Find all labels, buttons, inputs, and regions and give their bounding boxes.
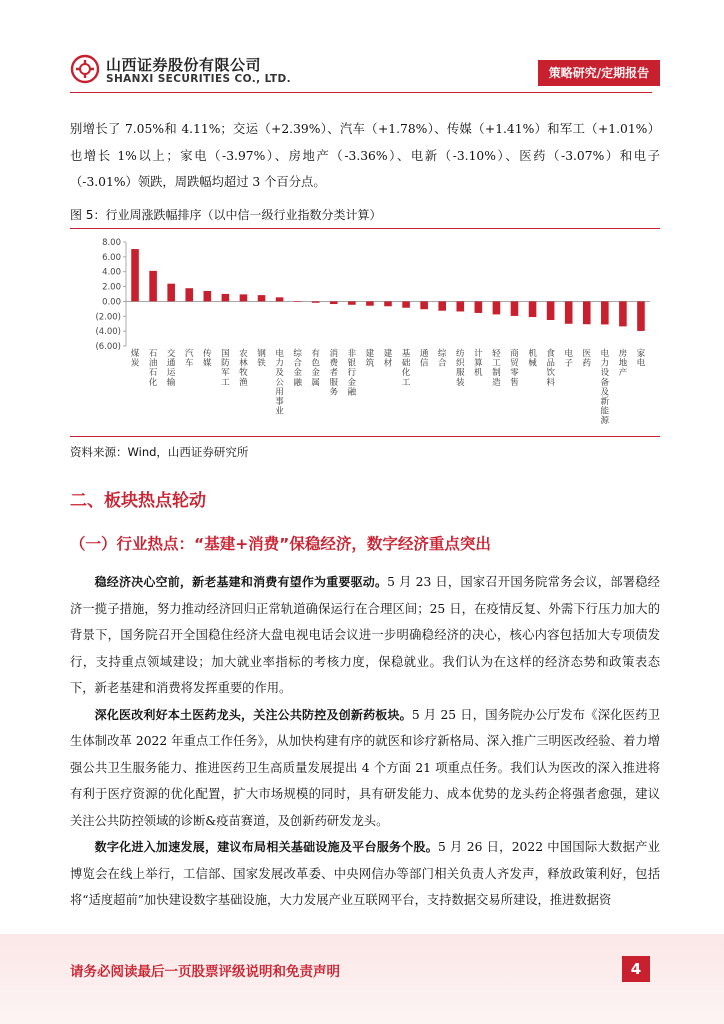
header-divider (70, 92, 652, 93)
bar-27 (601, 301, 609, 324)
paragraph-lead: 稳经济决心空前，新老基建和消费有望作为重要驱动。 (94, 575, 388, 589)
bar-13 (348, 301, 356, 304)
body-paragraphs (70, 569, 660, 914)
y-tick-label: 8.00 (102, 238, 121, 248)
bar-24 (547, 301, 555, 320)
bar-23 (529, 301, 537, 317)
bar-19 (456, 301, 464, 311)
paragraph-digital (70, 834, 660, 914)
category-label: 食品饮料 (546, 349, 555, 388)
bar-21 (493, 301, 501, 314)
category-label: 医药 (582, 349, 592, 369)
category-label: 消费者服务 (329, 349, 339, 398)
paragraph-body: 5 月 23 日，国家召开国务院常务会议，部署稳经济一揽子措施，努力推动经济回归正常轨道确保运行在合理区间；25 日，在疫情反复、外需下行压力加大的背景下，国务院召开全国稳住经济大盘电视电话会议进一步明确稳经济的决心，核心内容包括加大专项债发行，支持重点领域建设；加大就业率指标的考核力度，保稳就业。我们认为在这样的经济态势和政策表态下，新老基建和消费将发挥重要的作用。 (70, 575, 660, 695)
category-label: 建筑 (365, 349, 375, 369)
category-label: 石油石化 (148, 349, 158, 388)
category-label: 通信 (419, 349, 429, 369)
industry-weekly-change-chart (70, 236, 660, 434)
category-label: 交通运输 (166, 349, 176, 388)
bar-22 (511, 301, 519, 315)
intro-paragraph (70, 116, 660, 196)
category-label: 有色金属 (311, 349, 321, 388)
y-tick-label: 0.00 (102, 297, 121, 308)
category-label: 综合 (437, 349, 447, 369)
y-tick-label: 6.00 (102, 252, 121, 263)
page-header (0, 0, 724, 100)
category-label: 电力及公用事业 (275, 349, 284, 417)
category-label: 农林牧渔 (239, 349, 248, 388)
bar-12 (330, 301, 338, 304)
figure-source: 资料来源：Wind，山西证券研究所 (70, 445, 249, 459)
company-logo-icon (70, 54, 100, 84)
category-label: 钢铁 (257, 349, 266, 369)
footer-disclaimer: 请务必阅读最后一页股票评级说明和免责声明 (70, 964, 340, 980)
page-number: 4 (622, 956, 650, 982)
intro-text: 别增长了 7.05%和 4.11%；交运（+2.39%）、汽车（+1.78%）、传媒（+1.41%）和军工（+1.01%）也增长 1%以上；家电（-3.97%）、房地产（-3.36%）、电新（-3.10%）、医药（-3.07%）和电子（-3.01%）领跌，周跌幅均超过 3 个百分点。 (70, 122, 660, 189)
category-label: 机械 (528, 349, 537, 369)
category-label: 传媒 (203, 349, 212, 369)
bar-29 (637, 301, 645, 330)
bar-15 (384, 301, 392, 306)
category-label: 电子 (564, 349, 573, 369)
category-label: 房地产 (618, 349, 628, 379)
category-label: 综合金融 (293, 349, 302, 388)
report-type-tag: 策略研究/定期报告 (538, 60, 660, 86)
bar-1 (131, 249, 139, 301)
bar-2 (149, 271, 157, 302)
category-label: 汽车 (184, 349, 194, 369)
category-label: 家电 (636, 349, 646, 369)
bar-10 (294, 301, 302, 302)
category-label: 非银行金融 (347, 349, 357, 398)
y-tick-label: 2.00 (102, 282, 121, 293)
figure-bottom-divider (70, 436, 660, 437)
bar-25 (565, 301, 573, 323)
bar-20 (475, 301, 483, 313)
paragraph-infrastructure (70, 569, 660, 702)
bar-26 (583, 301, 591, 324)
category-label: 计算机 (474, 349, 483, 379)
y-tick-label: (4.00) (95, 327, 121, 338)
section-title: 二、板块热点轮动 (70, 491, 206, 511)
bar-4 (185, 288, 193, 301)
figure-title: 图 5：行业周涨跌幅排序（以中信一级行业指数分类计算） (70, 208, 382, 222)
category-label: 基础化工 (401, 349, 411, 388)
category-label: 煤炭 (130, 349, 140, 369)
y-tick-label: (6.00) (95, 342, 121, 352)
figure-top-divider (70, 228, 660, 229)
category-label: 纺织服装 (455, 349, 465, 388)
subsection-title: （一）行业热点：“基建+消费”保稳经济，数字经济重点突出 (70, 535, 491, 553)
bar-18 (438, 301, 446, 310)
paragraph-healthcare (70, 702, 660, 835)
bar-16 (402, 301, 410, 307)
y-tick-label: 4.00 (102, 267, 121, 278)
bar-6 (222, 294, 230, 302)
category-label: 国防军工 (221, 349, 230, 388)
category-label: 轻工制造 (492, 349, 501, 388)
bar-8 (258, 295, 266, 301)
category-label: 商贸零售 (510, 349, 519, 388)
bar-9 (276, 297, 284, 301)
category-label: 电力设备及新能源 (600, 349, 610, 427)
y-tick-label: (2.00) (95, 312, 121, 323)
bar-11 (312, 301, 320, 302)
bar-28 (619, 301, 627, 326)
paragraph-body: 5 月 26 日，2022 中国国际大数据产业博览会在线上举行，工信部、国家发展改革委、中央网信办等部门相关负责人齐发声，释放政策利好，包括将“适度超前”加快建设数字基础设施，大力发展产业互联网平台，支持数据交易所建设，推进数据资 (70, 840, 660, 907)
bar-5 (204, 291, 212, 301)
bar-17 (420, 301, 428, 309)
bar-3 (167, 284, 175, 302)
bar-14 (366, 301, 374, 305)
paragraph-body: 5 月 25 日，国务院办公厅发布《深化医药卫生体制改革 2022 年重点工作任务》，从加快构建有序的就医和诊疗新格局、深入推广三明医改经验、着力增强公共卫生服务能力、推进医药卫生高质量发展提出 4 个方面 21 项重点任务。我们认为医改的深入推进将有利于医疗资源的优化配置，扩大市场规模的同时，具有研发能力、成本优势的龙头药企将强者愈强，建议关注公共防控领域的诊断&疫苗赛道，及创新药研发龙头。 (70, 707, 660, 828)
company-name-en: SHANXI SECURITIES CO., LTD. (106, 73, 291, 85)
bar-7 (240, 294, 248, 301)
category-label: 建材 (383, 349, 393, 369)
company-name-cn: 山西证券股份有限公司 (106, 56, 262, 74)
paragraph-lead: 深化医改利好本土医药龙头，关注公共防控及创新药板块。 (94, 707, 412, 722)
paragraph-lead: 数字化进入加速发展，建议布局相关基础设施及平台服务个股。 (94, 840, 439, 854)
